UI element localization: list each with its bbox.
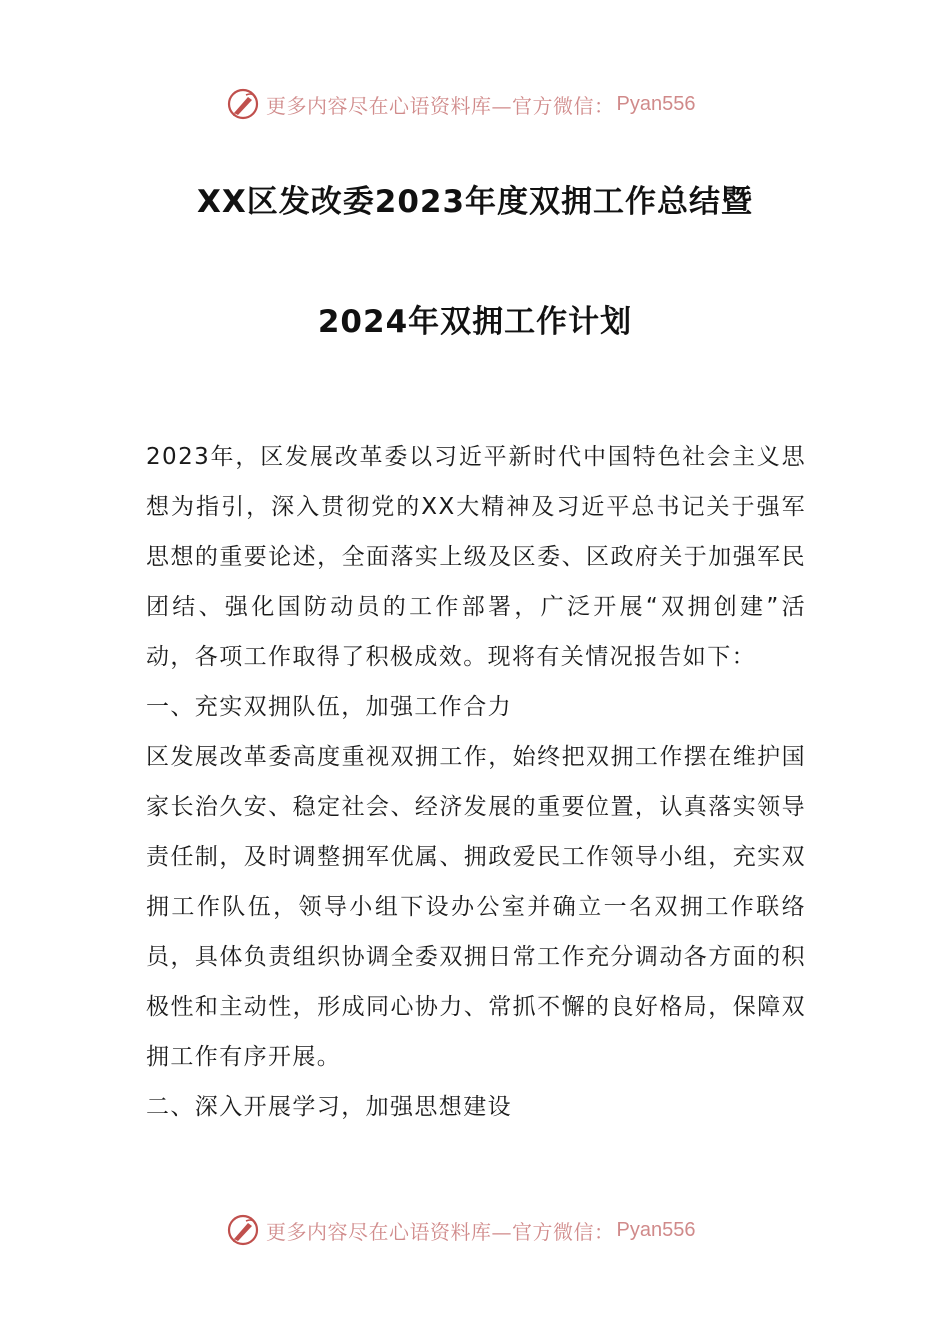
watermark-handle: Pyan556 — [616, 1218, 696, 1241]
section-1-paragraph: 区发展改革委高度重视双拥工作，始终把双拥工作摆在维护国家长治久安、稳定社会、经济发展的重要位置，认真落实领导责任制，及时调整拥军优属、拥政爱民工作领导小组，充实双拥工作队伍，领导小组下设办公室并确立一名双拥工作联络员，具体负责组织协调全委双拥日常工作充分调动各方面的积极性和主动性，形成同心协力、常抓不懈的良好格局，保障双拥工作有序开展。 — [146, 744, 806, 1070]
document-title-line-1: XX区发改委2023年度双拥工作总结暨 — [196, 184, 754, 220]
watermark-bottom — [226, 1212, 695, 1248]
pen-logo-icon — [226, 1213, 260, 1247]
section-heading-1: 一、充实双拥队伍，加强工作合力 — [146, 694, 512, 720]
watermark-handle: Pyan556 — [616, 92, 696, 115]
pen-logo-icon — [226, 87, 260, 121]
watermark-top — [226, 86, 695, 122]
watermark-text: 更多内容尽在心语资料库—官方微信： — [266, 93, 615, 118]
document-title-line-2: 2024年双拥工作计划 — [317, 304, 633, 340]
section-heading-2: 二、深入开展学习，加强思想建设 — [146, 1094, 512, 1120]
watermark-text: 更多内容尽在心语资料库—官方微信： — [266, 1219, 615, 1244]
intro-paragraph: 2023年，区发展改革委以习近平新时代中国特色社会主义思想为指引，深入贯彻党的XX大精神及习近平总书记关于强军思想的重要论述，全面落实上级及区委、区政府关于加强军民团结、强化国防动员的工作部署，广泛开展“双拥创建”活动，各项工作取得了积极成效。现将有关情况报告如下： — [146, 444, 807, 670]
document-body — [146, 432, 806, 1132]
